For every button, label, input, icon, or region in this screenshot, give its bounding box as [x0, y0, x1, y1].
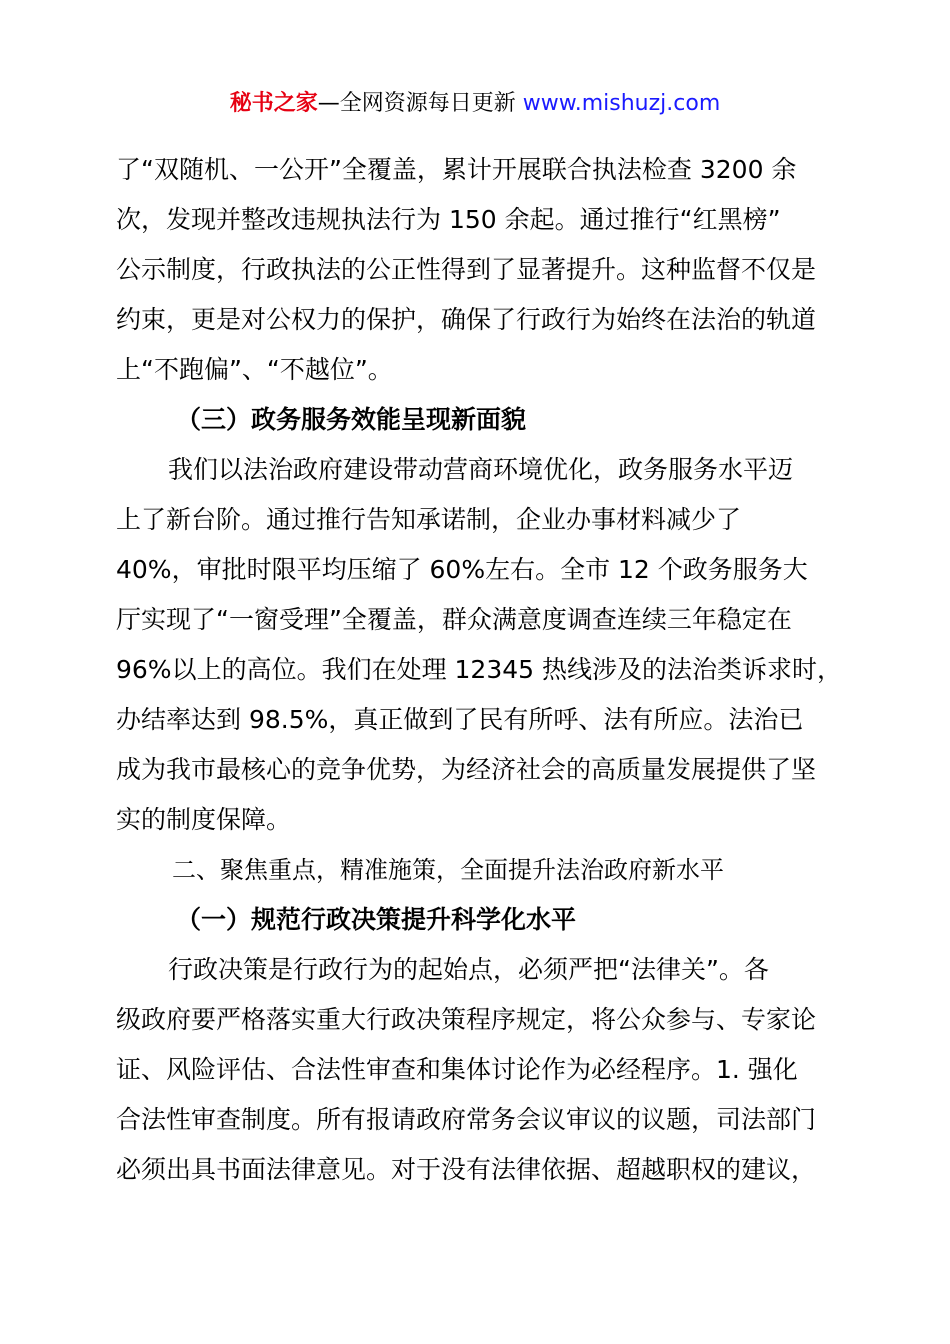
body-line: 级政府要严格落实重大行政决策程序规定，将公众参与、专家论	[116, 1005, 817, 1034]
body-line: 必须出具书面法律意见。对于没有法律依据、超越职权的建议，	[116, 1155, 817, 1184]
subsection-heading: （三）政务服务效能呈现新面貌	[176, 405, 527, 434]
body-line: 办结率达到 98.5%，真正做到了民有所呼、法有所应。法治已	[116, 705, 804, 734]
subsection-heading: （一）规范行政决策提升科学化水平	[176, 905, 577, 934]
site-url-link[interactable]: www.mishuzj.com	[522, 91, 721, 116]
body-line: 证、风险评估、合法性审查和集体讨论作为必经程序。1. 强化	[116, 1055, 798, 1084]
body-line: 上“不跑偏”、“不越位”。	[116, 355, 393, 384]
body-line: 合法性审查制度。所有报请政府常务会议审议的议题，司法部门	[116, 1105, 817, 1134]
body-line: 40%，审批时限平均压缩了 60%左右。全市 12 个政务服务大	[116, 555, 808, 584]
body-line: 成为我市最核心的竞争优势，为经济社会的高质量发展提供了坚	[116, 755, 817, 784]
body-line: 次，发现并整改违规执法行为 150 余起。通过推行“红黑榜”	[116, 205, 781, 234]
body-line: 了“双随机、一公开”全覆盖，累计开展联合执法检查 3200 余	[116, 155, 797, 184]
paragraph-first-line: 行政决策是行政行为的起始点，必须严把“法律关”。各	[168, 955, 769, 984]
section-heading: 二、聚焦重点，精准施策，全面提升法治政府新水平	[172, 856, 724, 884]
body-line: 公示制度，行政执法的公正性得到了显著提升。这种监督不仅是	[116, 255, 817, 284]
paragraph-first-line: 我们以法治政府建设带动营商环境优化，政务服务水平迈	[168, 455, 794, 484]
body-line: 上了新台阶。通过推行告知承诺制，企业办事材料减少了	[116, 505, 742, 534]
body-line: 96%以上的高位。我们在处理 12345 热线涉及的法治类诉求时，	[116, 655, 842, 684]
body-line: 厅实现了“一窗受理”全覆盖，群众满意度调查连续三年稳定在	[116, 605, 792, 634]
site-brand: 秘书之家	[229, 91, 318, 116]
page-header	[0, 88, 950, 120]
document-body	[116, 145, 846, 1195]
body-line: 约束，更是对公权力的保护，确保了行政行为始终在法治的轨道	[116, 305, 817, 334]
header-tagline: —全网资源每日更新	[317, 91, 523, 116]
body-line: 实的制度保障。	[116, 805, 292, 834]
